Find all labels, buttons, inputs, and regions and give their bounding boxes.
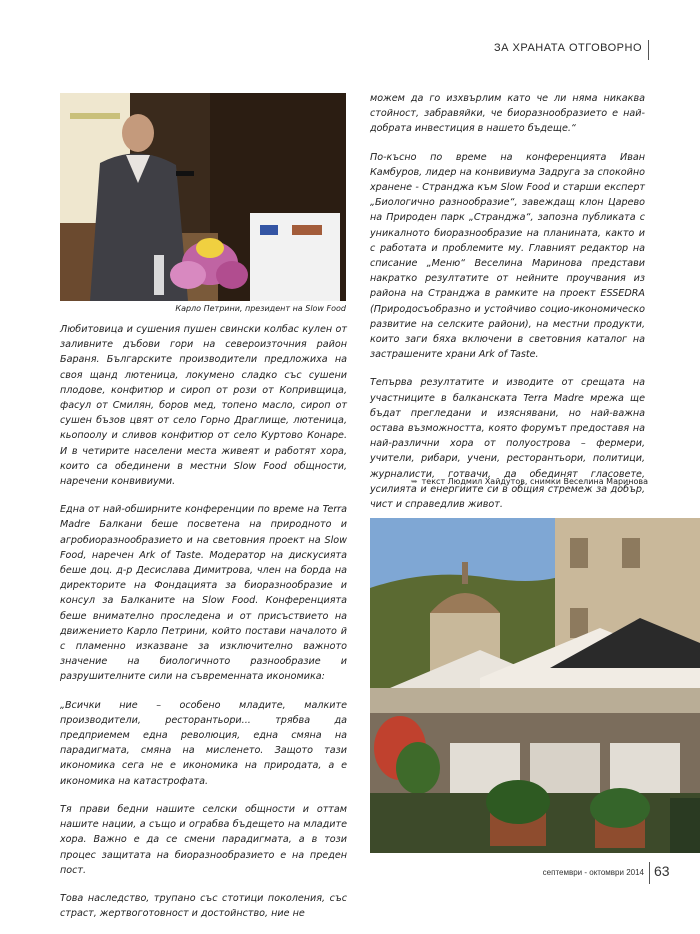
paragraph: Тепърва резултатите и изводите от срещата на участниците в балканската Terra Madre мрежа ще бъдат прегледани и изяснявани, но най-важна остава възможността, която форумът предоставя на най-различни хора от полуострова – фермери, учители, рибари, учени, ресторантьори, политици, журналисти, готвачи, да обединят гласовете, усилията и енергиите си в общия стремеж за добър, чист и справедлив живот. <box>370 377 645 511</box>
issue-date: септември - октомври 2014 <box>542 868 644 877</box>
photo-caption: Карло Петрини, президент на Slow Food <box>175 304 346 313</box>
paragraph: Една от най-обширните конференции по време на Terra Madre Балкани беше посветена на природното и агробиоразнообразието и на световния проект на Slow Food, наречен Ark of Taste. Модератор на дискусията беше доц. д-р Десислава Димитрова, член на борда на директорите на Фондацията за биоразнообразие и консул за Балканите на Slow Food. Конференцията беше внимателно проследена и от присъствието на движението Карло Петрини, който постави началото й с пламенно изказване за изключително важното значение на биологичното разнообразие и разрушителните сили на съвременната икономика: <box>60 504 347 683</box>
photo-speaker <box>60 93 346 301</box>
paragraph: „Всички ние – особено младите, малките производители, ресторантьори... трябва да предприемем една революция, една смяна на парадигмата, смяна на мисленето. Защото тази икономика сега не е икономика на природата, а е икономика на катастрофата. <box>60 699 347 787</box>
paragraph: Тя прави бедни нашите селски общности и оттам нашите нации, а също и ограбва бъдещето на младите хора. Важно е да се смени парадигмата, а в този процес защитата на биоразнообразието е на преден пост. <box>60 803 347 876</box>
section-label: ЗА ХРАНАТА ОТГОВОРНО <box>493 42 642 54</box>
article-credit <box>370 477 648 486</box>
paragraph: Любитовица и сушения пушен свински колбас кулен от заливните дъбови гори на североизточния район Бараня. Българските производители предложиха на своя щанд лютеница, локумено сладко със сушени плодове, конфитюр и сироп от рози от Копривщица, фасул от Смилян, боров мед, топено масло, сироп от сушен бъзов цвят от село Горно Драглище, лютеница, кьопоолу и сливов конфитюр от село Куртово Конаре. И в четирите населени места живеят и работят хора, които са обединени в местни Slow Food общности, наречени конвивиуми. <box>60 324 347 488</box>
page-number: 63 <box>654 863 670 879</box>
photo-terrace <box>370 518 700 853</box>
section-divider <box>648 40 649 60</box>
paragraph: Това наследство, трупано със стотици поколения, със страст, жертвоготовност и достойнство, ние не <box>60 892 347 920</box>
left-column <box>60 322 347 934</box>
paragraph: можем да го изхвърлим като че ли няма никаква стойност, забравяйки, че биоразнообразието е най-добрата инвестиция в нашето бъдеще.“ <box>370 93 645 135</box>
paragraph: По-късно по време на конференцията Иван Камбуров, лидер на конвивиума Задруга за спокойно хранене - Странджа към Slow Food и старши експерт „Биологично разнообразие“, завеждащ клон Царево на Природен парк „Странджа“, запозна публиката с уникалното биоразнообразие на планината, както и с работата и проблемите му. Главният редактор на списание „Меню“ Веселина Маринова представи накратко резултатите от нейните проучвания из района на Странджа в рамките на проект ESSEDRA (Природосъобразно и устойчиво социо-икономическо развитие на селските райони), на местни продукти, които заги бяха включени в световния каталог на застрашените храни Ark of Taste. <box>370 151 645 361</box>
credit-text: текст Людмил Хайдутов, снимки Веселина Маринова <box>421 477 648 486</box>
right-column <box>370 91 645 525</box>
footer-divider <box>649 862 650 884</box>
arrow-icon: ➥ <box>410 477 418 486</box>
